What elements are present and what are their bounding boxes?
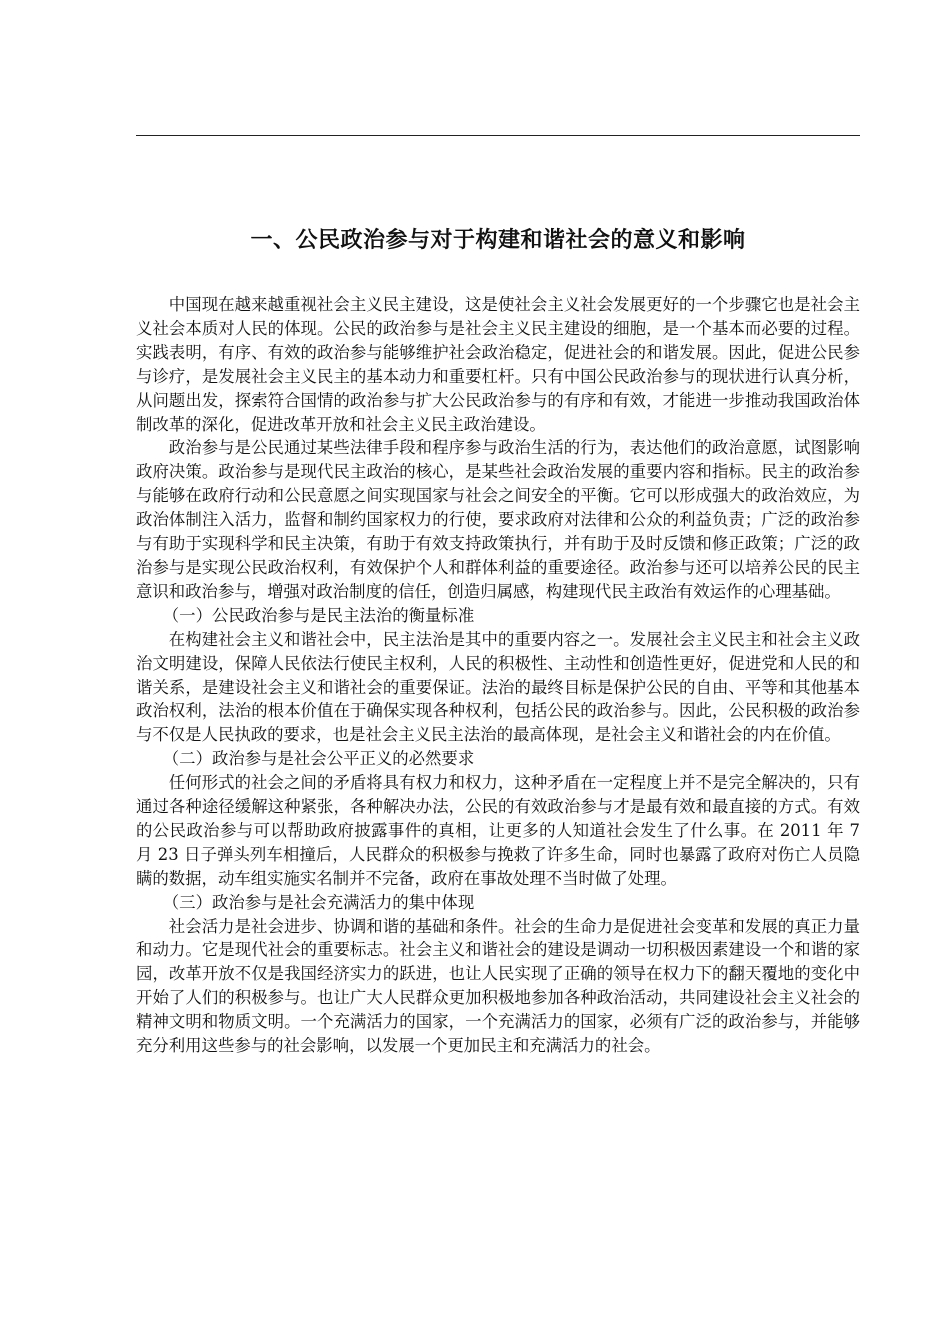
- paragraph-fairness-justice: 任何形式的社会之间的矛盾将具有权力和权力，这种矛盾在一定程度上并不是完全解决的，只有通过各种途径缓解这种紧张，各种解决办法，公民的有效政治参与才是最有效和最直接的方式。有效的公民政治参与可以帮助政府披露事件的真相，让更多的人知道社会发生了什么事。在 2011 年 7 月 23 日子弹头列车相撞后，人民群众的积极参与挽救了许多生命，同时也暴露了政府对伤亡人员隐瞒的数据，动车组实施实名制并不完备，政府在事故处理不当时做了处理。: [136, 773, 860, 888]
- subheading-1: （一）公民政治参与是民主法治的衡量标准: [162, 605, 475, 625]
- paragraph-rule-of-law: 在构建社会主义和谐社会中，民主法治是其中的重要内容之一。发展社会主义民主和社会主义政治文明建设，保障人民依法行使民主权利，人民的积极性、主动性和创造性更好，促进党和人民的和谐关系，是建设社会主义和谐社会的重要保证。法治的最终目标是保护公民的自由、平等和其他基本政治权利，法治的根本价值在于确保实现各种权利，包括公民的政治参与。因此，公民积极的政治参与不仅是人民执政的要求，也是社会主义民主法治的最高体现，是社会主义和谐社会的内在价值。: [136, 629, 860, 745]
- paragraph-social-vitality: 社会活力是社会进步、协调和谐的基础和条件。社会的生命力是促进社会变革和发展的真正力量和动力。它是现代社会的重要标志。社会主义和谐社会的建设是调动一切积极因素建设一个和谐的家园，改革开放不仅是我国经济实力的跃进，也让人民实现了正确的领导在权力下的翻天覆地的变化中开始了人们的积极参与。也让广大人民群众更加积极地参加各种政治活动，共同建设社会主义社会的精神文明和物质文明。一个充满活力的国家，一个充满活力的国家，必须有广泛的政治参与，并能够充分利用这些参与的社会影响，以发展一个更加民主和充满活力的社会。: [136, 916, 860, 1056]
- paragraph-intro: 中国现在越来越重视社会主义民主建设，这是使社会主义社会发展更好的一个步骤它也是社会主义社会本质对人民的体现。公民的政治参与是社会主义民主建设的细胞，是一个基本而必要的过程。实践表明，有序、有效的政治参与能够维护社会政治稳定，促进社会的和谐发展。因此，促进公民参与诊疗，是发展社会主义民主的基本动力和重要杠杆。只有中国公民政治参与的现状进行认真分析，从问题出发，探索符合国情的政治参与扩大公民政治参与的有序和有效，才能进一步推动我国政治体制改革的深化，促进改革开放和社会主义民主政治建设。: [136, 295, 860, 434]
- section-title: 一、公民政治参与对于构建和谐社会的意义和影响: [250, 228, 746, 253]
- subheading-2: （二）政治参与是社会公平正义的必然要求: [162, 749, 475, 769]
- header-rule: [136, 135, 860, 136]
- subheading-3: （三）政治参与是社会充满活力的集中体现: [162, 892, 475, 912]
- paragraph-political-participation: 政治参与是公民通过某些法律手段和程序参与政治生活的行为，表达他们的政治意愿，试图影响政府决策。政治参与是现代民主政治的核心，是某些社会政治发展的重要内容和指标。民主的政治参与能够在政府行动和公民意愿之间实现国家与社会之间安全的平衡。它可以形成强大的政治效应，为政治体制注入活力，监督和制约国家权力的行使，要求政府对法律和公众的利益负责；广泛的政治参与有助于实现科学和民主决策，有助于有效支持政策执行，并有助于及时反馈和修正政策；广泛的政治参与是实现公民政治权利，有效保护个人和群体利益的重要途径。政治参与还可以培养公民的民主意识和政治参与，增强对政治制度的信任，创造归属感，构建现代民主政治有效运作的心理基础。: [136, 438, 860, 601]
- document-body: [136, 293, 860, 1058]
